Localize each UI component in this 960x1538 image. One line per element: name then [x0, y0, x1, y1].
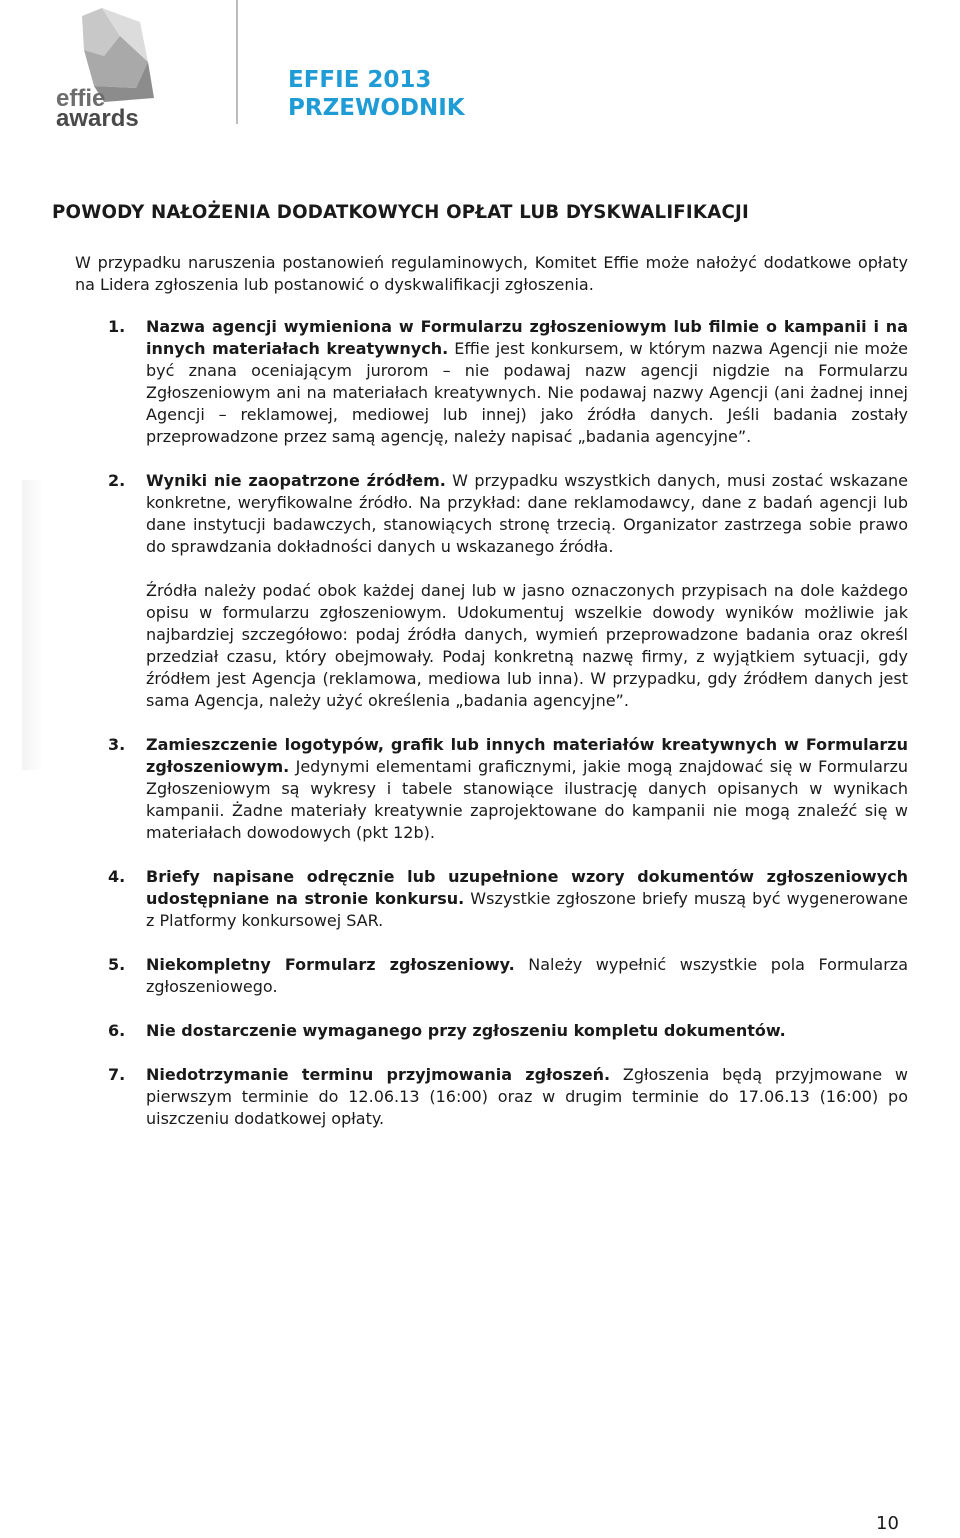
list-item: [108, 1064, 908, 1130]
item-content: [146, 954, 908, 998]
item-text: Wszystkie zgłoszone briefy muszą być wygenerowane z Platformy konkursowej SAR.: [146, 889, 909, 930]
title-line-1: EFFIE 2013: [288, 67, 432, 93]
list-item: [108, 734, 908, 844]
item-text: Należy wypełnić wszystkie pola Formularza zgłoszeniowego.: [146, 955, 909, 996]
scan-shadow: [22, 480, 44, 770]
logo-text-effie: effie: [56, 85, 106, 112]
item-bold-title: Niekompletny Formularz zgłoszeniowy.: [146, 955, 515, 974]
header-divider: [236, 0, 238, 124]
item-text: W przypadku wszystkich danych, musi zostać wskazane konkretne, weryfikowalne źródło. Na przykład: dane reklamodawcy, dane z badań agencji lub dane instytucji badawczych, stanowiących stronę trzecią. Organizator zastrzega sobie prawo do sprawdzania dokładności danych u wskazanego źródła.: [146, 471, 909, 556]
item-bold-title: Nazwa agencji wymieniona w Formularzu zgłoszeniowym lub filmie o kampanii i na innych materiałach kreatywnych.: [146, 317, 908, 358]
section-heading: POWODY NAŁOŻENIA DODATKOWYCH OPŁAT LUB DYSKWALIFIKACJI: [52, 202, 749, 223]
item-content: [146, 866, 908, 932]
title-line-2: PRZEWODNIK: [288, 95, 465, 121]
item-content: [146, 1064, 908, 1130]
item-number: 1.: [108, 317, 126, 336]
list-item: [108, 1020, 908, 1042]
item-number: 6.: [108, 1021, 126, 1040]
item-paragraph-2: Źródła należy podać obok każdej danej lub w jasno oznaczonych przypisach na dole każdego opisu w formularzu zgłoszeniowym. Udokumentuj wszelkie dowody wyników możliwie jak najbardziej szczegółowo: podaj źródła danych, wymień przeprowadzone badania oraz określ przedział czasu, który obejmowały. Podaj konkretną nazwę firmy, z wyjątkiem sytuacji, gdy źródłem jest Agencja (reklamowa, mediowa lub inna). W przypadku, gdy źródłem danych jest sama Agencja, należy użyć określenia „badania agencyjne”.: [146, 581, 908, 710]
logo-text-awards: awards: [56, 105, 139, 130]
item-number: 7.: [108, 1065, 126, 1084]
item-bold-title: Briefy napisane odręcznie lub uzupełnione wzory dokumentów zgłoszeniowych udostępniane na stronie konkursu.: [146, 867, 908, 908]
list-item: [108, 316, 908, 448]
item-bold-title: Wyniki nie zaopatrzone źródłem.: [146, 471, 446, 490]
effie-awards-logo: [44, 6, 164, 130]
item-content: [146, 316, 908, 448]
item-number: 5.: [108, 955, 126, 974]
list-item: [108, 954, 908, 998]
list-item: [108, 866, 908, 932]
list-item: [108, 470, 908, 712]
item-bold-title: Niedotrzymanie terminu przyjmowania zgłoszeń.: [146, 1065, 611, 1084]
item-bold-title: Zamieszczenie logotypów, grafik lub innych materiałów kreatywnych w Formularzu zgłoszeniowym.: [146, 735, 908, 776]
item-content: [146, 734, 908, 844]
intro-paragraph: W przypadku naruszenia postanowień regulaminowych, Komitet Effie może nałożyć dodatkowe opłaty na Lidera zgłoszenia lub postanowić o dyskwalifikacji zgłoszenia.: [75, 253, 908, 294]
page-number: 10: [876, 1513, 899, 1534]
document-title: [288, 66, 465, 122]
item-content: [146, 1020, 908, 1042]
effie-awards-logo-graphic: [44, 6, 164, 130]
item-number: 4.: [108, 867, 126, 886]
item-content: [146, 470, 908, 712]
item-number: 2.: [108, 471, 126, 490]
numbered-list: [108, 316, 908, 1130]
item-text: Jedynymi elementami graficznymi, jakie mogą znajdować się w Formularzu Zgłoszeniowym są wykresy i tabele stanowiące ilustrację danych opisanych w wynikach kampanii. Żadne materiały kreatywnie zaprojektowane do kampanii nie mogą znaleźć się w materiałach dowodowych (pkt 12b).: [146, 757, 908, 842]
item-text: Zgłoszenia będą przyjmowane w pierwszym terminie do 12.06.13 (16:00) oraz w drugim terminie do 17.06.13 (16:00) po uiszczeniu dodatkowej opłaty.: [146, 1065, 908, 1128]
item-text: Effie jest konkursem, w którym nazwa Agencji nie może być znana oceniającym jurorom – nie podawaj nazw agencji nigdzie na Formularzu Zgłoszeniowym ani na materiałach kreatywnych. Nie podawaj nazwy Agencji (ani żadnej innej Agencji – reklamowej, mediowej lub innej) jako źródła danych. Jeśli badania zostały przeprowadzone przez samą agencję, należy napisać „badania agencyjne”.: [146, 339, 908, 446]
item-number: 3.: [108, 735, 126, 754]
item-bold-title: Nie dostarczenie wymaganego przy zgłoszeniu kompletu dokumentów.: [146, 1021, 786, 1040]
